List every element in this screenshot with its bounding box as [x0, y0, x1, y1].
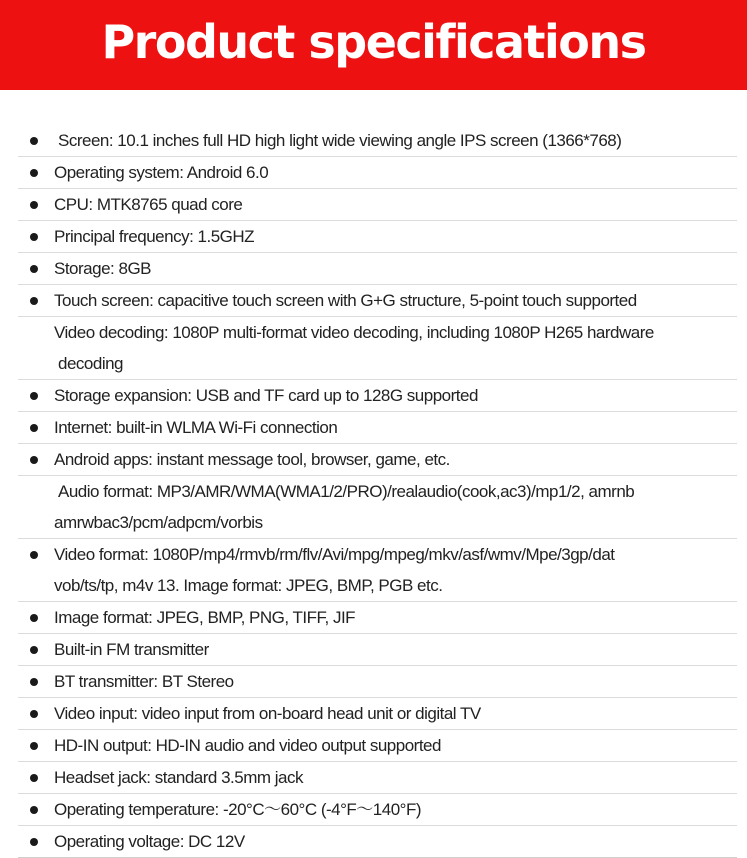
- spec-item: [18, 221, 737, 253]
- spec-text: Operating voltage: DC 12V: [54, 832, 245, 851]
- spec-text: Operating system: Android 6.0: [54, 163, 269, 182]
- spec-item: [18, 189, 737, 221]
- spec-text: Principal frequency: 1.5GHZ: [54, 227, 255, 246]
- spec-item: [18, 285, 737, 317]
- page-title: Product specifications: [101, 15, 646, 69]
- spec-item: [18, 730, 737, 762]
- header-banner: [0, 0, 747, 90]
- spec-list: [0, 125, 747, 858]
- spec-text: Built-in FM transmitter: [54, 640, 209, 659]
- spec-text: HD-IN output: HD-IN audio and video output supported: [54, 736, 441, 755]
- bullet-icon: [30, 838, 38, 846]
- bullet-icon: [30, 806, 38, 814]
- spec-text: Image format: JPEG, BMP, PNG, TIFF, JIF: [54, 608, 356, 627]
- bullet-icon: [30, 424, 38, 432]
- spec-text: Video input: video input from on-board head unit or digital TV: [54, 704, 481, 723]
- bullet-icon: [30, 201, 38, 209]
- bullet-icon: [30, 233, 38, 241]
- spec-text: CPU: MTK8765 quad core: [54, 195, 243, 214]
- bullet-icon: [30, 456, 38, 464]
- spec-item: [18, 698, 737, 730]
- spec-text: Storage expansion: USB and TF card up to 128G supported: [54, 386, 478, 405]
- spec-text-line2: vob/ts/tp, m4v 13. Image format: JPEG, BMP, PGB etc.: [54, 576, 443, 595]
- spec-item: [18, 444, 737, 476]
- spec-text: Operating temperature: -20°C～60°C (-4°F～140°F): [54, 800, 422, 819]
- spec-item: [18, 125, 737, 157]
- spec-item: [18, 762, 737, 794]
- bullet-icon: [30, 710, 38, 718]
- spec-text: BT transmitter: BT Stereo: [54, 672, 234, 691]
- spec-text-line1: Video decoding: 1080P multi-format video decoding, including 1080P H265 hardware: [54, 323, 654, 342]
- spec-text-line2: decoding: [58, 354, 124, 373]
- spec-text-line1: Audio format: MP3/AMR/WMA(WMA1/2/PRO)/realaudio(cook,ac3)/mp1/2, amrnb: [58, 482, 635, 501]
- bullet-icon: [30, 742, 38, 750]
- spec-text: Screen: 10.1 inches full HD high light wide viewing angle IPS screen (1366*768): [58, 131, 622, 150]
- bullet-icon: [30, 169, 38, 177]
- spec-item: [18, 476, 737, 539]
- spec-item: [18, 380, 737, 412]
- spec-text-line2: amrwbac3/pcm/adpcm/vorbis: [54, 513, 263, 532]
- bullet-icon: [30, 137, 38, 145]
- spec-text: Android apps: instant message tool, browser, game, etc.: [54, 450, 450, 469]
- bullet-icon: [30, 646, 38, 654]
- spec-item: [18, 539, 737, 602]
- spec-text: Headset jack: standard 3.5mm jack: [54, 768, 304, 787]
- spec-item: [18, 157, 737, 189]
- spec-item: [18, 317, 737, 380]
- bullet-icon: [30, 614, 38, 622]
- bullet-icon: [30, 774, 38, 782]
- spec-item: [18, 826, 737, 858]
- bullet-icon: [30, 392, 38, 400]
- bullet-icon: [30, 265, 38, 273]
- spec-text: Touch screen: capacitive touch screen with G+G structure, 5-point touch supported: [54, 291, 637, 310]
- spec-item: [18, 794, 737, 826]
- spec-text: Storage: 8GB: [54, 259, 152, 278]
- spec-item: [18, 412, 737, 444]
- spec-item: [18, 253, 737, 285]
- bullet-icon: [30, 551, 38, 559]
- bullet-icon: [30, 678, 38, 686]
- bullet-icon: [30, 297, 38, 305]
- spec-item: [18, 602, 737, 634]
- spec-item: [18, 666, 737, 698]
- spec-text-line1: Video format: 1080P/mp4/rmvb/rm/flv/Avi/mpg/mpeg/mkv/asf/wmv/Mpe/3gp/dat: [54, 545, 615, 564]
- spec-item: [18, 634, 737, 666]
- spec-text: Internet: built-in WLMA Wi-Fi connection: [54, 418, 338, 437]
